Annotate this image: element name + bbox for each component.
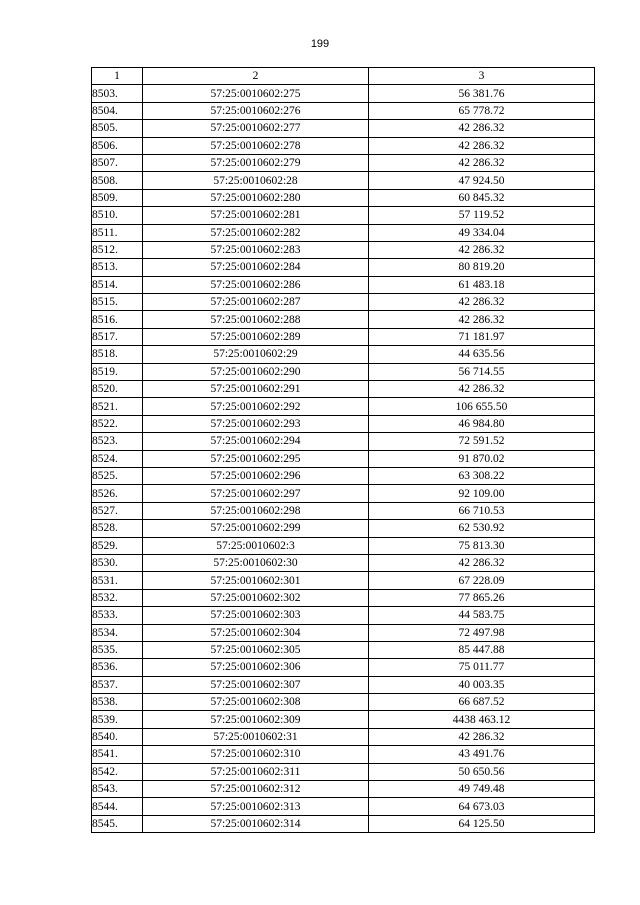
cadastral-value: 42 286.32 xyxy=(369,554,595,571)
table-row xyxy=(92,294,595,311)
cadastral-value: 57 119.52 xyxy=(369,207,595,224)
column-header-3: 3 xyxy=(369,68,595,85)
row-number: 8530. xyxy=(92,554,143,571)
cadastral-value: 66 687.52 xyxy=(369,694,595,711)
cadastral-number: 57:25:0010602:284 xyxy=(143,259,369,276)
table-row xyxy=(92,433,595,450)
cadastral-value: 56 381.76 xyxy=(369,85,595,102)
table-row xyxy=(92,276,595,293)
cadastral-number: 57:25:0010602:281 xyxy=(143,207,369,224)
table-row xyxy=(92,520,595,537)
row-number: 8533. xyxy=(92,607,143,624)
cadastral-value: 50 650.56 xyxy=(369,763,595,780)
row-number: 8542. xyxy=(92,763,143,780)
cadastral-number: 57:25:0010602:298 xyxy=(143,502,369,519)
data-table xyxy=(91,67,595,833)
table-row xyxy=(92,537,595,554)
row-number: 8536. xyxy=(92,659,143,676)
cadastral-number: 57:25:0010602:288 xyxy=(143,311,369,328)
cadastral-value: 42 286.32 xyxy=(369,381,595,398)
table-row xyxy=(92,694,595,711)
cadastral-number: 57:25:0010602:305 xyxy=(143,641,369,658)
column-header-2: 2 xyxy=(143,68,369,85)
table-row xyxy=(92,659,595,676)
row-number: 8532. xyxy=(92,589,143,606)
cadastral-value: 64 125.50 xyxy=(369,815,595,832)
row-number: 8523. xyxy=(92,433,143,450)
table-row xyxy=(92,85,595,102)
row-number: 8520. xyxy=(92,381,143,398)
row-number: 8540. xyxy=(92,728,143,745)
cadastral-value: 64 673.03 xyxy=(369,798,595,815)
row-number: 8531. xyxy=(92,572,143,589)
row-number: 8518. xyxy=(92,346,143,363)
cadastral-number: 57:25:0010602:311 xyxy=(143,763,369,780)
cadastral-value: 61 483.18 xyxy=(369,276,595,293)
row-number: 8514. xyxy=(92,276,143,293)
table-row xyxy=(92,102,595,119)
cadastral-number: 57:25:0010602:279 xyxy=(143,154,369,171)
table-row xyxy=(92,328,595,345)
column-header-1: 1 xyxy=(92,68,143,85)
cadastral-number: 57:25:0010602:289 xyxy=(143,328,369,345)
row-number: 8510. xyxy=(92,207,143,224)
cadastral-value: 65 778.72 xyxy=(369,102,595,119)
row-number: 8528. xyxy=(92,520,143,537)
row-number: 8524. xyxy=(92,450,143,467)
cadastral-number: 57:25:0010602:295 xyxy=(143,450,369,467)
row-number: 8535. xyxy=(92,641,143,658)
table-row xyxy=(92,154,595,171)
table-header-row xyxy=(92,68,595,85)
cadastral-number: 57:25:0010602:296 xyxy=(143,467,369,484)
table-row xyxy=(92,120,595,137)
row-number: 8525. xyxy=(92,467,143,484)
row-number: 8509. xyxy=(92,189,143,206)
row-number: 8527. xyxy=(92,502,143,519)
table-row xyxy=(92,346,595,363)
cadastral-value: 44 583.75 xyxy=(369,607,595,624)
table-row xyxy=(92,502,595,519)
cadastral-number: 57:25:0010602:310 xyxy=(143,746,369,763)
table-row xyxy=(92,781,595,798)
row-number: 8519. xyxy=(92,363,143,380)
cadastral-value: 62 530.92 xyxy=(369,520,595,537)
table-row xyxy=(92,381,595,398)
cadastral-value: 49 749.48 xyxy=(369,781,595,798)
table-row xyxy=(92,259,595,276)
cadastral-value: 60 845.32 xyxy=(369,189,595,206)
cadastral-value: 40 003.35 xyxy=(369,676,595,693)
cadastral-value: 46 984.80 xyxy=(369,415,595,432)
row-number: 8516. xyxy=(92,311,143,328)
table-row xyxy=(92,172,595,189)
table-row xyxy=(92,467,595,484)
cadastral-number: 57:25:0010602:277 xyxy=(143,120,369,137)
row-number: 8515. xyxy=(92,294,143,311)
cadastral-number: 57:25:0010602:291 xyxy=(143,381,369,398)
row-number: 8522. xyxy=(92,415,143,432)
cadastral-value: 44 635.56 xyxy=(369,346,595,363)
cadastral-value: 67 228.09 xyxy=(369,572,595,589)
cadastral-number: 57:25:0010602:282 xyxy=(143,224,369,241)
table-row xyxy=(92,398,595,415)
cadastral-value: 80 819.20 xyxy=(369,259,595,276)
table-row xyxy=(92,711,595,728)
table-row xyxy=(92,798,595,815)
table-row xyxy=(92,137,595,154)
cadastral-number: 57:25:0010602:30 xyxy=(143,554,369,571)
cadastral-value: 75 011.77 xyxy=(369,659,595,676)
row-number: 8541. xyxy=(92,746,143,763)
row-number: 8503. xyxy=(92,85,143,102)
cadastral-value: 77 865.26 xyxy=(369,589,595,606)
table-row xyxy=(92,415,595,432)
table-row xyxy=(92,224,595,241)
cadastral-number: 57:25:0010602:306 xyxy=(143,659,369,676)
cadastral-number: 57:25:0010602:286 xyxy=(143,276,369,293)
row-number: 8513. xyxy=(92,259,143,276)
table-row xyxy=(92,572,595,589)
cadastral-number: 57:25:0010602:299 xyxy=(143,520,369,537)
cadastral-value: 75 813.30 xyxy=(369,537,595,554)
cadastral-value: 71 181.97 xyxy=(369,328,595,345)
cadastral-value: 72 497.98 xyxy=(369,624,595,641)
cadastral-number: 57:25:0010602:287 xyxy=(143,294,369,311)
cadastral-value: 91 870.02 xyxy=(369,450,595,467)
cadastral-number: 57:25:0010602:301 xyxy=(143,572,369,589)
cadastral-number: 57:25:0010602:3 xyxy=(143,537,369,554)
table-row xyxy=(92,485,595,502)
cadastral-value: 72 591.52 xyxy=(369,433,595,450)
cadastral-value: 42 286.32 xyxy=(369,241,595,258)
row-number: 8539. xyxy=(92,711,143,728)
table-body xyxy=(92,85,595,833)
cadastral-value: 47 924.50 xyxy=(369,172,595,189)
cadastral-number: 57:25:0010602:283 xyxy=(143,241,369,258)
cadastral-value: 4438 463.12 xyxy=(369,711,595,728)
row-number: 8538. xyxy=(92,694,143,711)
row-number: 8517. xyxy=(92,328,143,345)
row-number: 8544. xyxy=(92,798,143,815)
row-number: 8545. xyxy=(92,815,143,832)
row-number: 8543. xyxy=(92,781,143,798)
table-row xyxy=(92,641,595,658)
table-row xyxy=(92,189,595,206)
cadastral-number: 57:25:0010602:307 xyxy=(143,676,369,693)
cadastral-value: 56 714.55 xyxy=(369,363,595,380)
row-number: 8526. xyxy=(92,485,143,502)
cadastral-value: 42 286.32 xyxy=(369,120,595,137)
cadastral-value: 63 308.22 xyxy=(369,467,595,484)
cadastral-value: 92 109.00 xyxy=(369,485,595,502)
table-row xyxy=(92,589,595,606)
cadastral-number: 57:25:0010602:297 xyxy=(143,485,369,502)
table-row xyxy=(92,311,595,328)
cadastral-value: 49 334.04 xyxy=(369,224,595,241)
cadastral-value: 43 491.76 xyxy=(369,746,595,763)
cadastral-value: 106 655.50 xyxy=(369,398,595,415)
cadastral-number: 57:25:0010602:28 xyxy=(143,172,369,189)
row-number: 8529. xyxy=(92,537,143,554)
table-row xyxy=(92,624,595,641)
table-row xyxy=(92,554,595,571)
cadastral-value: 85 447.88 xyxy=(369,641,595,658)
table-row xyxy=(92,676,595,693)
cadastral-number: 57:25:0010602:292 xyxy=(143,398,369,415)
cadastral-number: 57:25:0010602:304 xyxy=(143,624,369,641)
cadastral-number: 57:25:0010602:31 xyxy=(143,728,369,745)
cadastral-number: 57:25:0010602:309 xyxy=(143,711,369,728)
row-number: 8521. xyxy=(92,398,143,415)
table-row xyxy=(92,815,595,832)
cadastral-number: 57:25:0010602:276 xyxy=(143,102,369,119)
page-number: 199 xyxy=(310,38,330,50)
cadastral-value: 66 710.53 xyxy=(369,502,595,519)
table-row xyxy=(92,728,595,745)
cadastral-value: 42 286.32 xyxy=(369,728,595,745)
table-row xyxy=(92,763,595,780)
cadastral-number: 57:25:0010602:275 xyxy=(143,85,369,102)
row-number: 8507. xyxy=(92,154,143,171)
table-row xyxy=(92,746,595,763)
row-number: 8511. xyxy=(92,224,143,241)
row-number: 8534. xyxy=(92,624,143,641)
cadastral-number: 57:25:0010602:313 xyxy=(143,798,369,815)
table-row xyxy=(92,363,595,380)
table-row xyxy=(92,207,595,224)
cadastral-number: 57:25:0010602:278 xyxy=(143,137,369,154)
table-row xyxy=(92,450,595,467)
table-row xyxy=(92,241,595,258)
row-number: 8512. xyxy=(92,241,143,258)
row-number: 8504. xyxy=(92,102,143,119)
table-row xyxy=(92,607,595,624)
cadastral-value: 42 286.32 xyxy=(369,294,595,311)
cadastral-number: 57:25:0010602:294 xyxy=(143,433,369,450)
row-number: 8508. xyxy=(92,172,143,189)
cadastral-value: 42 286.32 xyxy=(369,137,595,154)
cadastral-number: 57:25:0010602:29 xyxy=(143,346,369,363)
cadastral-number: 57:25:0010602:308 xyxy=(143,694,369,711)
cadastral-value: 42 286.32 xyxy=(369,311,595,328)
cadastral-number: 57:25:0010602:314 xyxy=(143,815,369,832)
row-number: 8506. xyxy=(92,137,143,154)
row-number: 8505. xyxy=(92,120,143,137)
cadastral-number: 57:25:0010602:302 xyxy=(143,589,369,606)
cadastral-number: 57:25:0010602:312 xyxy=(143,781,369,798)
cadastral-number: 57:25:0010602:290 xyxy=(143,363,369,380)
cadastral-number: 57:25:0010602:303 xyxy=(143,607,369,624)
cadastral-number: 57:25:0010602:293 xyxy=(143,415,369,432)
row-number: 8537. xyxy=(92,676,143,693)
cadastral-value: 42 286.32 xyxy=(369,154,595,171)
cadastral-number: 57:25:0010602:280 xyxy=(143,189,369,206)
